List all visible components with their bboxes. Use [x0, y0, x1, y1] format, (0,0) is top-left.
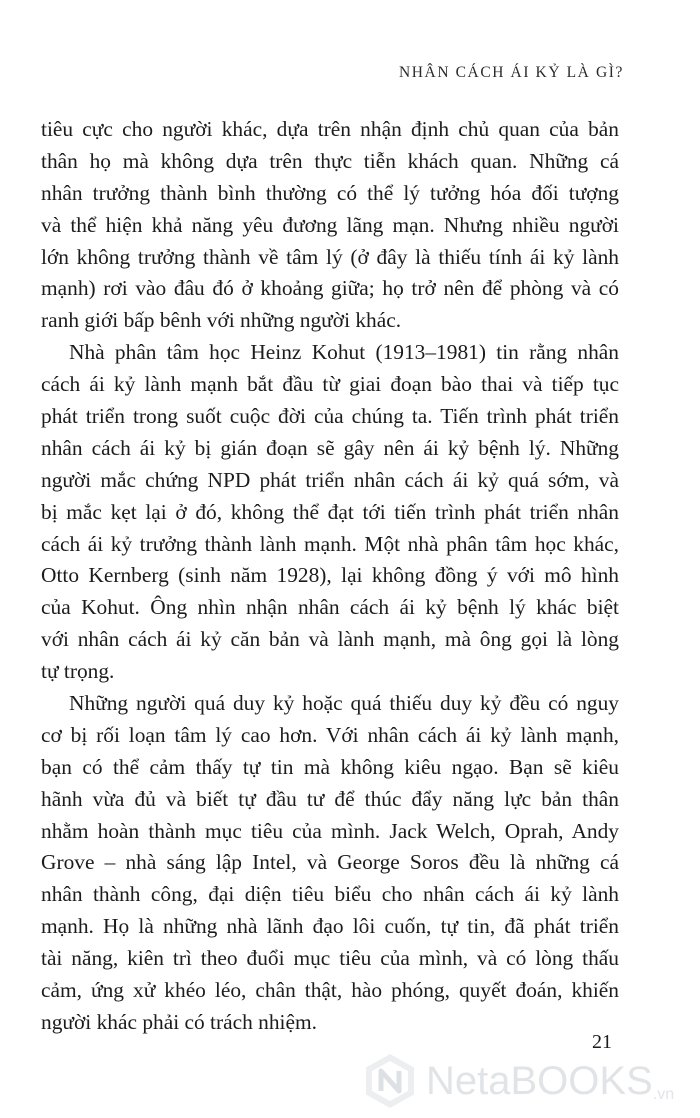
text-line: người khác phải có trách nhiệm.: [41, 1009, 317, 1034]
body-text: [41, 114, 619, 1039]
text-line: và thể hiện khả năng yêu đương lãng mạn. Nhưng nhiều người: [41, 212, 619, 237]
text-line: phát triển trong suốt cuộc đời của chúng ta. Tiến trình phát triển: [41, 404, 619, 429]
text-line: nhân thành công, đại diện tiêu biểu cho nhân cách ái kỷ lành: [41, 882, 619, 907]
text-line: cảm, ứng xử khéo léo, chân thật, hào phóng, quyết đoán, khiến: [41, 978, 619, 1003]
text-line: nhằm hoàn thành mục tiêu của mình. Jack Welch, Oprah, Andy: [41, 818, 619, 843]
paragraph: [41, 688, 619, 1039]
text-line: bị mắc kẹt lại ở đó, không thể đạt tới tiến trình phát triển nhân: [41, 499, 619, 524]
text-line: Những người quá duy kỷ hoặc quá thiếu duy kỷ đều có nguy: [69, 691, 619, 716]
text-line: người mắc chứng NPD phát triển nhân cách ái kỷ quá sớm, và: [41, 467, 619, 492]
text-line: Otto Kernberg (sinh năm 1928), lại không đồng ý với mô hình: [41, 563, 619, 588]
text-line: cơ bị rối loạn tâm lý cao hơn. Với nhân cách ái kỷ lành mạnh,: [41, 722, 619, 747]
text-line: lớn không trưởng thành về tâm lý (ở đây là thiếu tính ái kỷ lành: [41, 244, 619, 269]
text-line: của Kohut. Ông nhìn nhận nhân cách ái kỷ bệnh lý khác biệt: [41, 595, 619, 620]
watermark: [360, 1044, 674, 1118]
text-line: nhân trưởng thành bình thường có thể lý tưởng hóa đối tượng: [41, 180, 619, 205]
netabooks-logo-icon: [360, 1051, 420, 1111]
watermark-brand: NetaBOOKS: [426, 1058, 653, 1103]
page-number: 21: [592, 1031, 612, 1053]
text-line: tự trọng.: [41, 659, 115, 684]
text-line: với nhân cách ái kỷ căn bản và lành mạnh, mà ông gọi là lòng: [41, 627, 619, 652]
watermark-suffix: .vn: [652, 1086, 675, 1103]
text-line: ranh giới bấp bênh với những người khác.: [41, 308, 402, 333]
text-line: hãnh vừa đủ và biết tự đầu tư để thúc đẩy năng lực bản thân: [41, 786, 619, 811]
text-line: bạn có thể cảm thấy tự tin mà không kiêu ngạo. Bạn sẽ kiêu: [41, 754, 619, 779]
running-header: NHÂN CÁCH ÁI KỶ LÀ GÌ?: [398, 64, 624, 81]
text-line: mạnh. Họ là những nhà lãnh đạo lôi cuốn, tự tin, đã phát triển: [41, 914, 619, 939]
text-line: thân họ mà không dựa trên thực tiễn khách quan. Những cá: [41, 148, 619, 173]
text-line: cách ái kỷ trưởng thành lành mạnh. Một nhà phân tâm học khác,: [41, 531, 619, 556]
text-line: Nhà phân tâm học Heinz Kohut (1913–1981) tin rằng nhân: [69, 340, 619, 365]
text-line: mạnh) rơi vào đâu đó ở khoảng giữa; họ trở nên để phòng và có: [41, 276, 619, 301]
text-line: Grove – nhà sáng lập Intel, và George Soros đều là những cá: [41, 850, 619, 875]
paragraph: [41, 337, 619, 688]
text-line: nhân cách ái kỷ bị gián đoạn sẽ gây nên ái kỷ bệnh lý. Những: [41, 435, 619, 460]
text-line: tài năng, kiên trì theo đuổi mục tiêu của mình, và có lòng thấu: [41, 946, 619, 971]
paragraph: [41, 114, 619, 337]
text-line: tiêu cực cho người khác, dựa trên nhận định chủ quan của bản: [41, 117, 619, 141]
text-line: cách ái kỷ lành mạnh bắt đầu từ giai đoạn bào thai và tiếp tục: [41, 372, 619, 397]
